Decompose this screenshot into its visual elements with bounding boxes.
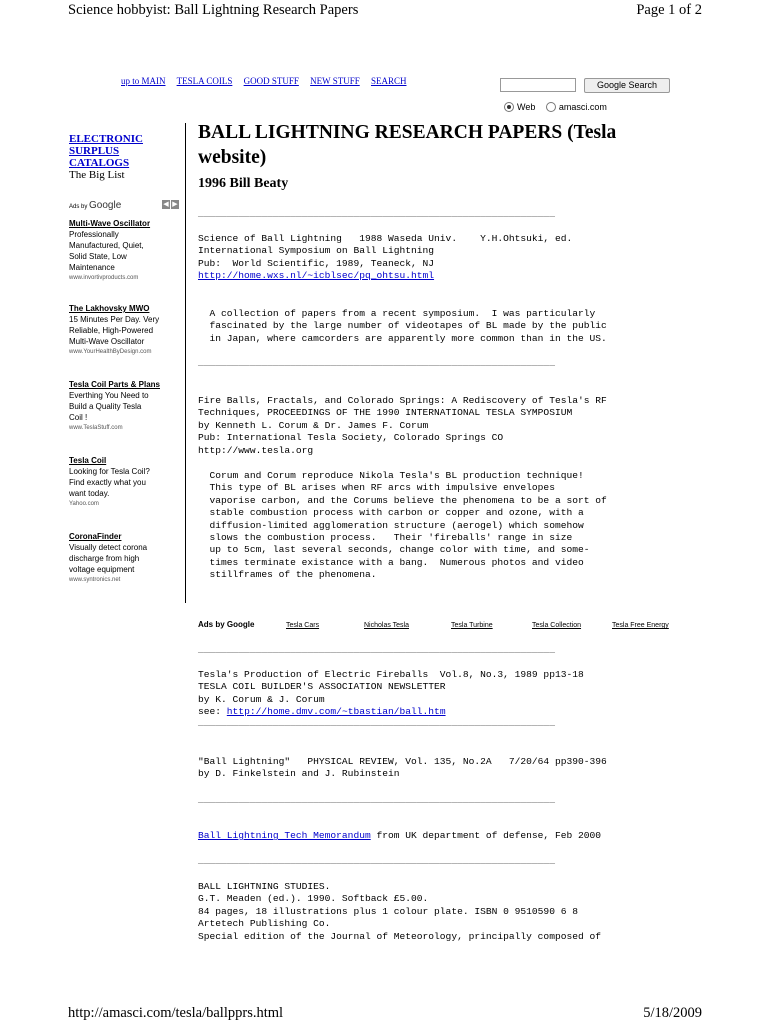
entry-tcba [198, 669, 584, 719]
catalog-link-line: ELECTRONIC [69, 133, 143, 145]
page-footer-date: 5/18/2009 [643, 1005, 702, 1021]
sidebar-ad[interactable] [69, 303, 183, 357]
page-header-title: Science hobbyist: Ball Lightning Research Papers [68, 2, 359, 18]
nav-search[interactable]: SEARCH [370, 76, 407, 86]
page-number: Page 1 of 2 [636, 2, 702, 18]
ad-line: Maintenance [69, 263, 115, 272]
divider-rule: ______________________________________________________________ [198, 208, 555, 219]
top-nav [121, 76, 415, 86]
ad-line: Professionally [69, 230, 119, 239]
ad-line: voltage equipment [69, 565, 135, 574]
page-footer-url: http://amasci.com/tesla/ballpprs.html [68, 1005, 284, 1021]
ad-link[interactable]: Tesla Turbine [451, 622, 493, 629]
search-input[interactable] [500, 78, 576, 92]
entry-meaden: BALL LIGHTNING STUDIES. G.T. Meaden (ed.). 1990. Softback £5.00. 84 pages, 18 illustrations plus 1 colour plate. ISBN 0 9510590 6 8 Artetech Publishing Co. Special edition of the Journal of Meteorology, principally composed of [198, 881, 602, 942]
next-ad-icon[interactable]: ▶ [172, 201, 178, 208]
sidebar-divider [185, 123, 186, 603]
entry-corum-proceedings: Fire Balls, Fractals, and Colorado Springs: A Rediscovery of Tesla's RF Techniques, PROCEEDINGS OF THE 1990 INTERNATIONAL TESLA SYMPOSIUM by Kenneth L. Corum & Dr. James F. Corum Pub: International Tesla Society, Colorado Springs CO http://www.tesla.org [198, 395, 607, 456]
divider-rule: ______________________________________________________________ [198, 855, 555, 866]
google-search-button[interactable]: Google Search [584, 78, 670, 93]
search-scope [504, 101, 615, 112]
divider-rule: ______________________________________________________________ [198, 644, 555, 655]
ad-line: discharge from high [69, 554, 140, 563]
author-line: 1996 Bill Beaty [198, 176, 289, 191]
entry-link[interactable]: http://home.wxs.nl/~icblsec/pq_ohtsu.html [198, 270, 435, 282]
radio-site[interactable] [546, 102, 556, 112]
nav-tesla-coils[interactable]: TESLA COILS [176, 76, 233, 86]
ad-line: 15 Minutes Per Day. Very [69, 315, 160, 324]
ad-nav-arrows[interactable] [161, 200, 179, 209]
entry-citation: Tesla's Production of Electric Fireballs Vol.8, No.3, 1989 pp13-18 TESLA COIL BUILDER'S ASSOCIATION NEWSLETTER by K. Corum & J. Corum [198, 669, 584, 705]
ad-line: Solid State, Low [69, 252, 127, 261]
ad-link[interactable]: Tesla Free Energy [612, 622, 669, 629]
catalog-link-line: CATALOGS [69, 157, 130, 169]
ad-title[interactable]: Multi-Wave Oscillator [69, 219, 151, 228]
memo-link[interactable]: Ball Lightning Tech Memorandum [198, 830, 371, 841]
ads-bar [198, 620, 678, 629]
entry-note: A collection of papers from a recent symposium. I was particularly fascinated by the large number of videotapes of BL made by the public in Japan, where camcorders are apparently more common than in the US. [209, 308, 607, 344]
ad-title[interactable]: Tesla Coil [69, 456, 107, 465]
sidebar [69, 133, 183, 585]
ads-by-label: Ads by [69, 204, 88, 210]
ad-line: Multi-Wave Oscillator [69, 337, 145, 346]
entry-uk-memo [198, 830, 601, 842]
ad-url[interactable]: www.YourHealthByDesign.com [69, 349, 152, 355]
ad-line: Manufactured, Quiet, [69, 241, 144, 250]
sidebar-ad[interactable] [69, 379, 183, 433]
radio-site-label: amasci.com [558, 101, 607, 112]
ad-url[interactable]: www.TeslaStuff.com [69, 425, 123, 431]
ad-line: want today. [69, 489, 110, 498]
ad-line: Looking for Tesla Coil? [69, 467, 150, 476]
nav-good-stuff[interactable]: GOOD STUFF [243, 76, 299, 86]
divider-rule: ______________________________________________________________ [198, 717, 555, 728]
radio-web-label: Web [517, 101, 536, 112]
sidebar-ad[interactable] [69, 218, 183, 283]
ad-line: Reliable, High-Powered [69, 326, 154, 335]
sidebar-ad[interactable] [69, 531, 183, 585]
google-logo: Google [89, 200, 122, 211]
sidebar-ad[interactable] [69, 455, 183, 509]
entry-note: Corum and Corum reproduce Nikola Tesla's BL production technique! This type of BL arises when RF arcs with impulsive envelopes vaporise carbon, and the Corums believe the phenomena to be a sort of stable combustion process with carbon or copper and ozone, with a diffusion-limited agglomeration structure (aerogel) which somehow slows the combustion process. Their 'fireballs' range in size up to 5cm, last several seconds, change color with time, and some- times terminate existance with a bang. Numerous photos and video stillframes of the phenomena. [209, 470, 607, 581]
big-list-label: The Big List [69, 169, 125, 181]
radio-web[interactable] [504, 102, 514, 112]
ad-link[interactable]: Tesla Collection [532, 622, 582, 629]
main-content [198, 120, 678, 192]
entry-finkelstein: "Ball Lightning" PHYSICAL REVIEW, Vol. 135, No.2A 7/20/64 pp390-396 by D. Finkelstein and J. Rubinstein [198, 756, 607, 780]
ad-line: Find exactly what you [69, 478, 146, 487]
divider-rule: ______________________________________________________________ [198, 794, 555, 805]
ad-line: Visually detect corona [69, 543, 148, 552]
ad-link[interactable]: Tesla Cars [286, 622, 320, 629]
catalog-link-line: SURPLUS [69, 145, 120, 157]
entry-citation: Science of Ball Lightning 1988 Waseda Univ. Y.H.Ohtsuki, ed. International Symposium on Ball Lightning Pub: World Scientific, 1989, Teaneck, NJ [198, 233, 573, 269]
ads-by-google-header [69, 200, 183, 212]
google-search-form [500, 76, 670, 94]
page-title: BALL LIGHTNING RESEARCH PAPERS (Tesla website) [198, 122, 617, 168]
entry-link[interactable]: http://home.dmv.com/~tbastian/ball.htm [226, 706, 446, 718]
ad-url[interactable]: Yahoo.com [69, 501, 99, 507]
ad-line: Everthing You Need to [69, 391, 149, 400]
ad-title[interactable]: CoronaFinder [69, 532, 122, 541]
ad-line: Coil ! [69, 413, 88, 422]
ad-url[interactable]: www.invortivproducts.com [69, 275, 139, 281]
ad-title[interactable]: The Lakhovsky MWO [69, 304, 150, 313]
see-label: see: [198, 706, 227, 718]
ads-by-google-label: Ads by Google [198, 620, 255, 629]
ad-line: Build a Quality Tesla [69, 402, 142, 411]
nav-main[interactable]: up to MAIN [121, 76, 166, 86]
memo-source: from UK department of defense, Feb 2000 [370, 830, 602, 841]
divider-rule: ______________________________________________________________ [198, 357, 555, 368]
nav-new-stuff[interactable]: NEW STUFF [310, 76, 360, 86]
ad-url[interactable]: www.syntronics.net [69, 577, 121, 583]
prev-ad-icon[interactable]: ◀ [163, 201, 169, 208]
ad-title[interactable]: Tesla Coil Parts & Plans [69, 380, 160, 389]
entry-ohtsuki [198, 233, 572, 283]
ad-link[interactable]: Nicholas Tesla [364, 622, 410, 629]
catalog-link[interactable] [69, 133, 183, 169]
